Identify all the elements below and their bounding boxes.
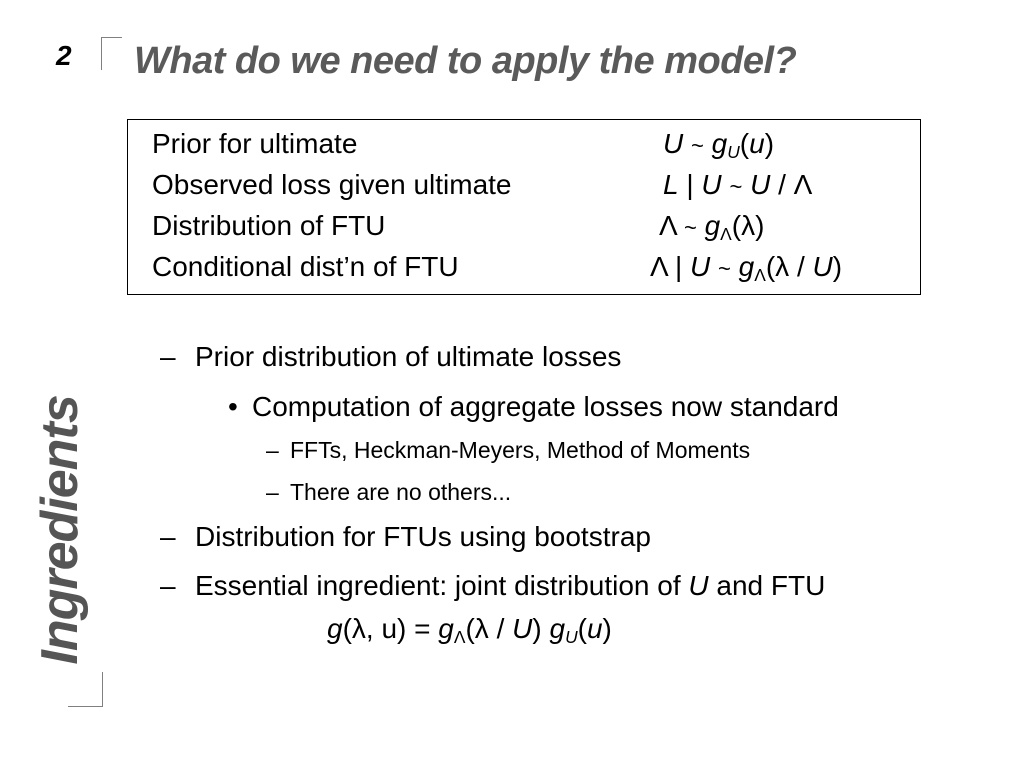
box-row-observed [152,169,912,209]
box-row-formula: Λ ~ $g_\Lambda(\lambda)$ [659,210,765,244]
corner-mark-bottom [68,672,103,707]
list-item-text: Distribution for FTUs using bootstrap [195,521,651,552]
side-label: Ingredients [31,395,89,665]
box-row-label: Observed loss given ultimate [152,169,512,200]
box-row-conditional [152,251,912,291]
list-item [266,479,511,506]
slide-title: What do we need to apply the model? [134,40,797,82]
list-item-text: Prior distribution of ultimate losses [195,341,622,372]
list-item [160,521,651,553]
list-item [266,437,750,464]
dash-marker: – [266,479,279,505]
box-row-ftu-distribution [152,210,912,250]
box-row-label: Distribution of FTU [152,210,386,241]
corner-mark-top [101,37,122,70]
list-item-text: Essential ingredient: joint distribution of U and FTU [195,570,826,601]
dash-marker: – [160,570,176,601]
box-row-formula: Λ | U ~ $g_\Lambda(\lambda / U)$ [650,251,843,285]
list-item [160,341,621,373]
joint-distribution-formula: g(λ, $u) = g_\Lambda(\lambda / U)$ $g_U(u)$ [327,613,612,647]
box-row-label: Prior for ultimate [152,128,358,159]
box-row-formula: L | U ~ U / Λ [663,169,813,200]
list-item-text: Computation of aggregate losses now standard [252,391,839,422]
definitions-box [127,119,921,295]
box-row-formula: U ~ $g_U(u)$ [663,128,775,162]
list-item-text: There are no others... [290,479,512,505]
slide-number: 2 [56,40,72,71]
dash-marker: – [160,521,176,552]
dash-marker: – [160,341,176,372]
list-item [160,570,825,602]
box-row-prior [152,128,912,168]
dot-marker: • [228,391,238,422]
box-row-label: Conditional dist’n of FTU [152,251,459,282]
dash-marker: – [266,437,279,463]
list-item-text: FFTs, Heckman-Meyers, Method of Moments [290,437,751,463]
list-item [228,391,839,423]
